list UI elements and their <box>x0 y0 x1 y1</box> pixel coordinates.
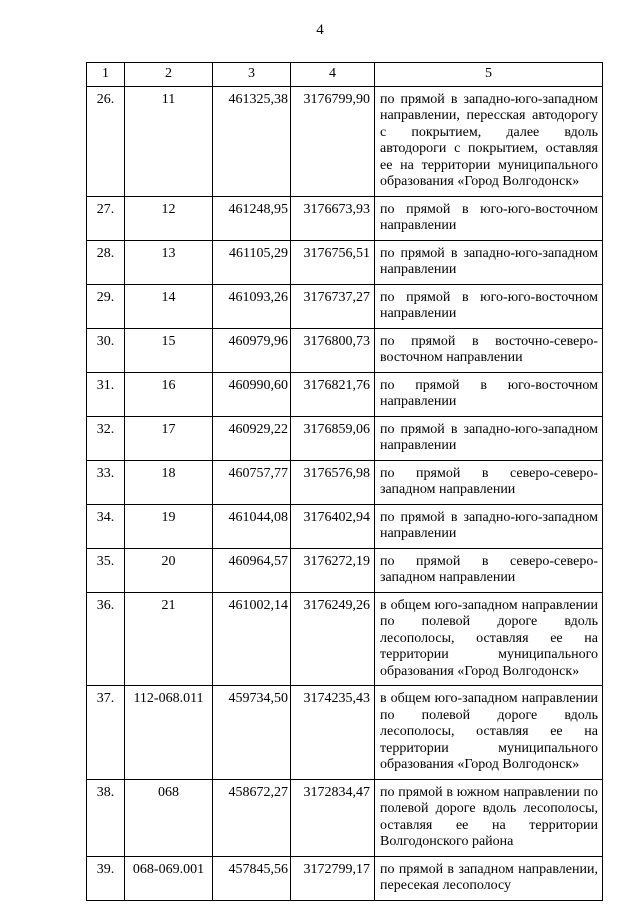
row-number-cell: 29. <box>87 284 125 328</box>
table-row <box>87 856 603 900</box>
row-number-cell: 31. <box>87 372 125 416</box>
row-number-cell: 35. <box>87 548 125 592</box>
y-coordinate-cell: 3176821,76 <box>291 372 375 416</box>
point-id-cell: 17 <box>125 416 213 460</box>
row-number-cell: 39. <box>87 856 125 900</box>
point-id-cell: 068 <box>125 779 213 856</box>
description-cell: по прямой в западно-юго-западном направлении, пересская автодорогу с покрытием, далее вдоль автодороги с покрытием, оставляя ее на территории муниципального образования «Город Волгодонск» <box>375 86 603 196</box>
column-header: 3 <box>213 63 291 87</box>
point-id-cell: 15 <box>125 328 213 372</box>
row-number-cell: 36. <box>87 592 125 686</box>
x-coordinate-cell: 461044,08 <box>213 504 291 548</box>
row-number-cell: 33. <box>87 460 125 504</box>
y-coordinate-cell: 3176249,26 <box>291 592 375 686</box>
y-coordinate-cell: 3176737,27 <box>291 284 375 328</box>
point-id-cell: 21 <box>125 592 213 686</box>
table-row <box>87 460 603 504</box>
x-coordinate-cell: 461002,14 <box>213 592 291 686</box>
table-row <box>87 592 603 686</box>
y-coordinate-cell: 3176859,06 <box>291 416 375 460</box>
x-coordinate-cell: 458672,27 <box>213 779 291 856</box>
page-number: 4 <box>316 22 324 38</box>
description-cell: по прямой в северо-северо-западном направлении <box>375 460 603 504</box>
y-coordinate-cell: 3172799,17 <box>291 856 375 900</box>
row-number-cell: 28. <box>87 240 125 284</box>
boundary-table <box>86 62 603 901</box>
row-number-cell: 30. <box>87 328 125 372</box>
point-id-cell: 112-068.011 <box>125 686 213 780</box>
row-number-cell: 32. <box>87 416 125 460</box>
description-cell: по прямой в восточно-северо-восточном направлении <box>375 328 603 372</box>
description-cell: в общем юго-западном направлении по полевой дороге вдоль лесополосы, оставляя ее на территории муниципального образования «Город Волгодонск» <box>375 592 603 686</box>
table-row <box>87 372 603 416</box>
x-coordinate-cell: 460964,57 <box>213 548 291 592</box>
x-coordinate-cell: 459734,50 <box>213 686 291 780</box>
point-id-cell: 19 <box>125 504 213 548</box>
row-number-cell: 34. <box>87 504 125 548</box>
table-row <box>87 416 603 460</box>
table-row <box>87 86 603 196</box>
y-coordinate-cell: 3176272,19 <box>291 548 375 592</box>
point-id-cell: 18 <box>125 460 213 504</box>
table-row <box>87 504 603 548</box>
x-coordinate-cell: 461105,29 <box>213 240 291 284</box>
point-id-cell: 16 <box>125 372 213 416</box>
row-number-cell: 26. <box>87 86 125 196</box>
point-id-cell: 13 <box>125 240 213 284</box>
x-coordinate-cell: 460990,60 <box>213 372 291 416</box>
column-header: 4 <box>291 63 375 87</box>
table-row <box>87 548 603 592</box>
y-coordinate-cell: 3176756,51 <box>291 240 375 284</box>
table-row <box>87 196 603 240</box>
column-header: 5 <box>375 63 603 87</box>
description-cell: по прямой в западно-юго-западном направлении <box>375 504 603 548</box>
column-header: 2 <box>125 63 213 87</box>
table-row <box>87 779 603 856</box>
y-coordinate-cell: 3174235,43 <box>291 686 375 780</box>
x-coordinate-cell: 460757,77 <box>213 460 291 504</box>
point-id-cell: 20 <box>125 548 213 592</box>
table-row <box>87 240 603 284</box>
row-number-cell: 27. <box>87 196 125 240</box>
description-cell: по прямой в южном направлении по полевой дороге вдоль лесополосы, оставляя ее на территории Волгодонского района <box>375 779 603 856</box>
description-cell: по прямой в западном направлении, пересекая лесополосу <box>375 856 603 900</box>
y-coordinate-cell: 3176576,98 <box>291 460 375 504</box>
description-cell: по прямой в юго-юго-восточном направлении <box>375 284 603 328</box>
description-cell: по прямой в юго-восточном направлении <box>375 372 603 416</box>
point-id-cell: 12 <box>125 196 213 240</box>
column-header: 1 <box>87 63 125 87</box>
row-number-cell: 37. <box>87 686 125 780</box>
description-cell: по прямой в юго-юго-восточном направлении <box>375 196 603 240</box>
y-coordinate-cell: 3176673,93 <box>291 196 375 240</box>
row-number-cell: 38. <box>87 779 125 856</box>
description-cell: по прямой в северо-северо-западном направлении <box>375 548 603 592</box>
y-coordinate-cell: 3176800,73 <box>291 328 375 372</box>
table-row <box>87 686 603 780</box>
x-coordinate-cell: 460979,96 <box>213 328 291 372</box>
y-coordinate-cell: 3172834,47 <box>291 779 375 856</box>
x-coordinate-cell: 461325,38 <box>213 86 291 196</box>
y-coordinate-cell: 3176402,94 <box>291 504 375 548</box>
x-coordinate-cell: 461248,95 <box>213 196 291 240</box>
description-cell: по прямой в западно-юго-западном направлении <box>375 240 603 284</box>
y-coordinate-cell: 3176799,90 <box>291 86 375 196</box>
description-cell: в общем юго-западном направлении по полевой дороге вдоль лесополосы, оставляя ее на территории муниципального образования «Город Волгодонск» <box>375 686 603 780</box>
x-coordinate-cell: 457845,56 <box>213 856 291 900</box>
x-coordinate-cell: 461093,26 <box>213 284 291 328</box>
description-cell: по прямой в западно-юго-западном направлении <box>375 416 603 460</box>
header-row <box>87 63 603 87</box>
point-id-cell: 11 <box>125 86 213 196</box>
x-coordinate-cell: 460929,22 <box>213 416 291 460</box>
table-row <box>87 284 603 328</box>
point-id-cell: 068-069.001 <box>125 856 213 900</box>
point-id-cell: 14 <box>125 284 213 328</box>
table-row <box>87 328 603 372</box>
